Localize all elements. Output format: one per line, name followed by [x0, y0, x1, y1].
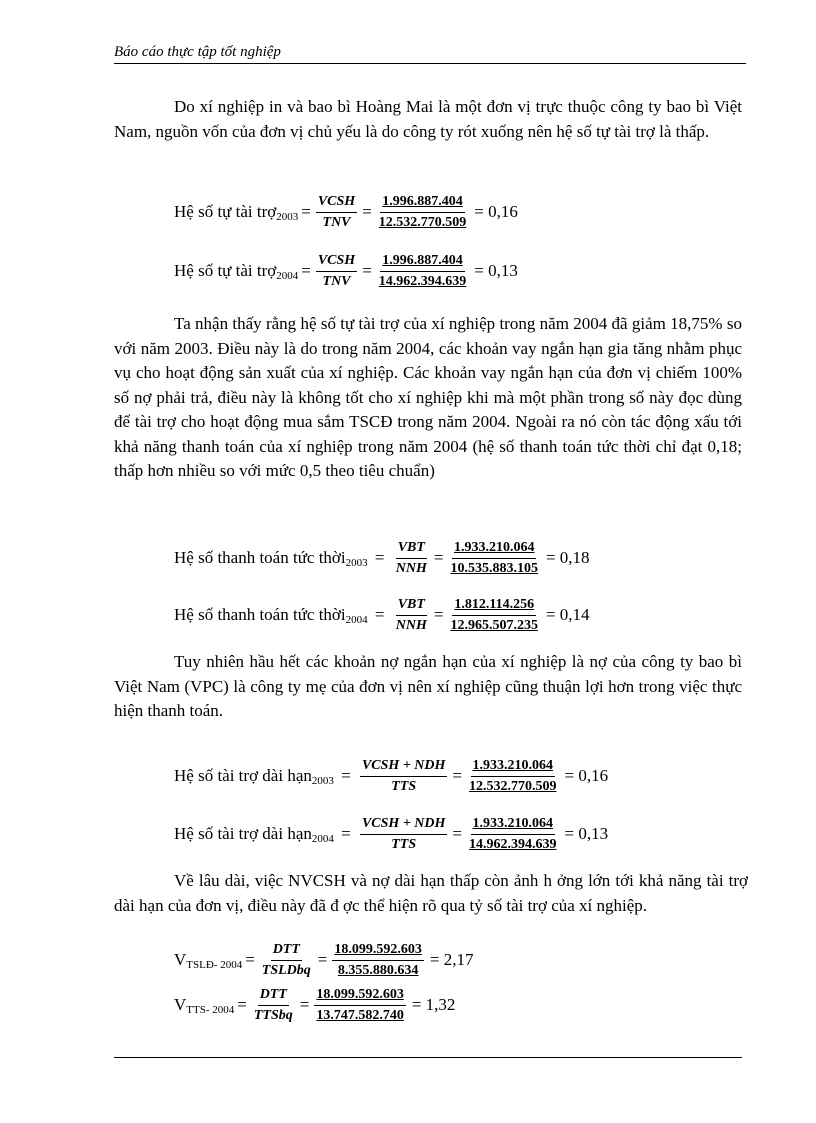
header-title: Báo cáo thực tập tốt nghiệp — [114, 44, 281, 60]
formula-label: Hệ số thanh toán tức thời$_{2003}$ — [174, 547, 368, 569]
formula-label: Hệ số tài trợ dài hạn$_{2004}$ — [174, 823, 334, 845]
formula-quick-ratio-2003: Hệ số thanh toán tức thời$_{2003}$ = $\frac{\text{VBT}}{\text{NNH}}$ = $\frac{1.933.210.064}{10.535.883.105}$ = 0,18 — [174, 539, 590, 576]
formula-quick-ratio-2004: Hệ số thanh toán tức thời$_{2004}$ = $\frac{\text{VBT}}{\text{NNH}}$ = $\frac{1.812.114.256}{12.965.507.235}$ = 0,14 — [174, 596, 590, 633]
formula-result: = 0,14 — [545, 605, 590, 624]
numeric-fraction: $\frac{18.099.592.603}{13.747.582.740}$ — [316, 986, 404, 1023]
numeric-fraction: $\frac{1.996.887.404}{12.532.770.509}$ — [378, 193, 467, 230]
formula-label: $V_{TSLĐ- 2004}$ — [174, 949, 243, 971]
symbolic-fraction: $\frac{\text{VBT}}{\text{NNH}}$ — [395, 596, 427, 633]
symbolic-fraction: $\frac{\text{VCSH}}{\text{TNV}}$ — [317, 193, 356, 230]
formula-label: Hệ số tự tài trợ$_{2004}$ — [174, 260, 299, 282]
formula-result: = 2,17 — [429, 950, 474, 969]
formula-long-term-finance-2004: Hệ số tài trợ dài hạn$_{2004}$ = $\frac{\text{VCSH + NDH}}{\text{TTS}}$ = $\frac{1.933.210.064}{14.962.394.639}$ = 0,13 — [174, 815, 609, 852]
numeric-fraction: $\frac{18.099.592.603}{8.355.880.634}$ — [334, 941, 422, 978]
symbolic-fraction: $\frac{\text{DTT}}{\text{TSLDbq}}$ — [261, 941, 311, 978]
formula-label: Hệ số tự tài trợ$_{2003}$ — [174, 201, 299, 223]
formula-result: = 0,16 — [564, 766, 609, 785]
formula-total-asset-turnover: $V_{TTS- 2004}$ = $\frac{\text{DTT}}{\text{TTSbq}}$ = $\frac{18.099.592.603}{13.747.582.740}$ = 1,32 — [174, 986, 456, 1023]
formula-long-term-finance-2003: Hệ số tài trợ dài hạn$_{2003}$ = $\frac{\text{VCSH + NDH}}{\text{TTS}}$ = $\frac{1.933.210.064}{12.532.770.509}$ = 0,16 — [174, 757, 609, 794]
footer-rule — [114, 1057, 742, 1058]
numeric-fraction: $\frac{1.933.210.064}{14.962.394.639}$ — [469, 815, 557, 852]
formula-label: $V_{TTS- 2004}$ — [174, 994, 235, 1016]
formula-label: Hệ số tài trợ dài hạn$_{2003}$ — [174, 765, 334, 787]
paragraph-4: Về lâu dài, việc NVCSH và nợ dài hạn thấp còn ảnh h ởng lớn tới khả năng tài trợ dài hạn của đơn vị, điều này đã đ ợc thể hiện rõ qua tỷ số tài trợ của xí nghiệp. — [114, 871, 748, 915]
formula-result: = 0,18 — [545, 548, 590, 567]
numeric-fraction: $\frac{1.996.887.404}{14.962.394.639}$ — [378, 252, 467, 289]
formula-label: Hệ số thanh toán tức thời$_{2004}$ — [174, 604, 368, 626]
paragraph-3: Tuy nhiên hầu hết các khoản nợ ngắn hạn của xí nghiệp là nợ của công ty bao bì Việt Nam (VPC) là công ty mẹ của đơn vị nên xí nghiệp cũng thuận lợi hơn trong việc thực hiện thanh toán. — [114, 652, 742, 720]
symbolic-fraction: $\frac{\text{VCSH}}{\text{TNV}}$ — [317, 252, 356, 289]
symbolic-fraction: $\frac{\text{VBT}}{\text{NNH}}$ — [395, 539, 427, 576]
paragraph-1: Do xí nghiệp in và bao bì Hoàng Mai là một đơn vị trực thuộc công ty bao bì Việt Nam, nguồn vốn của đơn vị chủ yếu là do công ty rót xuống nên hệ số tự tài trợ là thấp. — [114, 97, 742, 141]
formula-result: = 0,13 — [564, 824, 609, 843]
header-rule — [114, 63, 746, 64]
formula-self-finance-2003: Hệ số tự tài trợ$_{2003}$ = $\frac{\text{VCSH}}{\text{TNV}}$ = $\frac{1.996.887.404}{12.532.770.509}$ = 0,16 — [174, 193, 518, 230]
numeric-fraction: $\frac{1.812.114.256}{12.965.507.235}$ — [450, 596, 538, 633]
formula-result: = 0,13 — [474, 261, 518, 280]
formula-self-finance-2004: Hệ số tự tài trợ$_{2004}$ = $\frac{\text{VCSH}}{\text{TNV}}$ = $\frac{1.996.887.404}{14.962.394.639}$ = 0,13 — [174, 252, 518, 289]
formula-current-asset-turnover: $V_{TSLĐ- 2004}$ = $\frac{\text{DTT}}{\text{TSLDbq}}$ = $\frac{18.099.592.603}{8.355.880.634}$ = 2,17 — [174, 941, 474, 978]
formula-result: = 1,32 — [411, 995, 456, 1014]
paragraph-2: Ta nhận thấy rằng hệ số tự tài trợ của xí nghiệp trong năm 2004 đã giảm 18,75% so với năm 2003. Điều này là do trong năm 2004, các khoản vay ngắn hạn gia tăng nhằm phục vụ cho hoạt động sản xuất của xí nghiệp. Các khoản vay ngắn hạn của đơn vị chiếm 100% số nợ phải trả, điều này là không tốt cho xí nghiệp khi mà một phần trong số này đọc dùng để tài trợ cho hoạt động mua sắm TSCĐ trong năm 2004. Ngoài ra nó còn tác động xấu tới khả năng thanh toán của xí nghiệp trong năm 2004 (hệ số thanh toán tức thời chỉ đạt 0,18; thấp hơn nhiều so với mức 0,5 theo tiêu chuẩn) — [114, 314, 742, 480]
page-header — [114, 44, 746, 66]
numeric-fraction: $\frac{1.933.210.064}{12.532.770.509}$ — [469, 757, 557, 794]
formula-result: = 0,16 — [474, 202, 518, 221]
symbolic-fraction: $\frac{\text{DTT}}{\text{TTSbq}}$ — [253, 986, 293, 1023]
symbolic-fraction: $\frac{\text{VCSH + NDH}}{\text{TTS}}$ — [361, 757, 446, 794]
symbolic-fraction: $\frac{\text{VCSH + NDH}}{\text{TTS}}$ — [361, 815, 446, 852]
numeric-fraction: $\frac{1.933.210.064}{10.535.883.105}$ — [450, 539, 538, 576]
